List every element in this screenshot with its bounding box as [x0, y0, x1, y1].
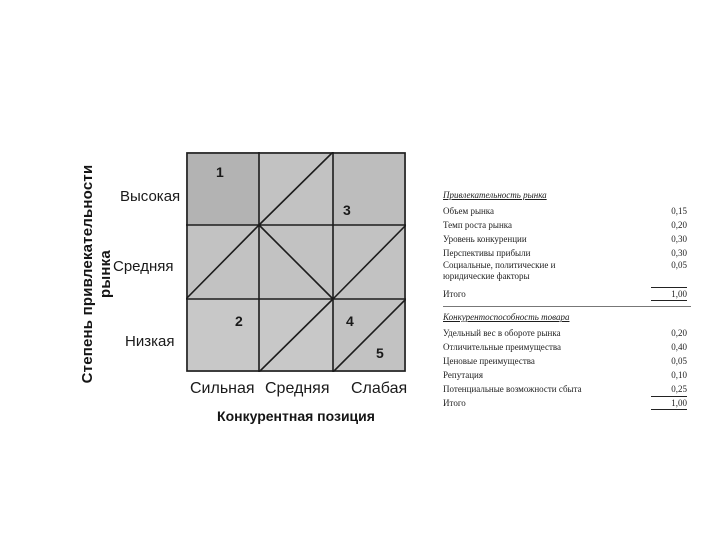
competitiveness-title: Конкурентоспособность товара: [443, 312, 570, 322]
table-row: [443, 382, 691, 396]
row-value: 0,30: [671, 234, 687, 244]
row-value: 0,20: [671, 328, 687, 338]
total-label: Итого: [443, 398, 466, 408]
row-label: Репутация: [443, 370, 484, 380]
row-value: 0,20: [671, 220, 687, 230]
row-value: 0,05: [671, 356, 687, 366]
row-label: Темп роста рынка: [443, 220, 513, 230]
col-label-weak: Слабая: [351, 380, 408, 397]
table-row-total: [443, 396, 691, 410]
section-divider: [443, 306, 691, 307]
table-row: [443, 218, 691, 232]
row-value: 0,15: [671, 206, 687, 216]
row-label-high: Высокая: [120, 188, 181, 205]
total-value: 1,00: [651, 287, 687, 301]
row-value: 0,05: [671, 260, 687, 270]
row-label: Уровень конкуренции: [443, 234, 527, 244]
matrix-grid: [186, 152, 406, 372]
y-axis-title: Степень привлекательности рынка: [79, 164, 114, 384]
weights-table: [443, 189, 691, 410]
row-label: Перспективы прибыли: [443, 248, 531, 258]
attractiveness-title: Привлекательность рынка: [443, 190, 547, 200]
row-value: 0,25: [671, 384, 687, 394]
row-value: 0,10: [671, 370, 687, 380]
table-row: [443, 260, 691, 287]
zone-number-4: 4: [346, 313, 354, 329]
row-label: Отличительные преимущества: [443, 342, 562, 352]
col-label-medium: Средняя: [265, 380, 330, 397]
table-row: [443, 340, 691, 354]
table-row: [443, 326, 691, 340]
table-row: [443, 246, 691, 260]
total-value: 1,00: [651, 396, 687, 410]
row-label: Удельный вес в обороте рынка: [443, 328, 561, 338]
zone-number-2: 2: [235, 313, 243, 329]
table-row-total: [443, 287, 691, 301]
zone-number-3: 3: [343, 202, 351, 218]
matrix-svg: [186, 152, 406, 372]
table-row: [443, 204, 691, 218]
row-label: Потенциальные возможности сбыта: [443, 384, 582, 394]
row-label-medium: Средняя: [113, 258, 174, 275]
row-value: 0,40: [671, 342, 687, 352]
table-row: [443, 368, 691, 382]
row-label-low: Низкая: [125, 333, 175, 350]
table-row: [443, 354, 691, 368]
table-row: [443, 232, 691, 246]
cell-high-strong: [186, 152, 259, 225]
row-label: Социальные, политические и юридические факторы: [443, 260, 556, 281]
zone-number-1: 1: [216, 164, 224, 180]
x-axis-title: Конкурентная позиция: [217, 408, 375, 424]
row-value: 0,30: [671, 248, 687, 258]
zone-number-5: 5: [376, 345, 384, 361]
row-label: Объем рынка: [443, 206, 495, 216]
total-label: Итого: [443, 289, 466, 299]
col-label-strong: Сильная: [190, 380, 255, 397]
row-label: Ценовые преимущества: [443, 356, 535, 366]
